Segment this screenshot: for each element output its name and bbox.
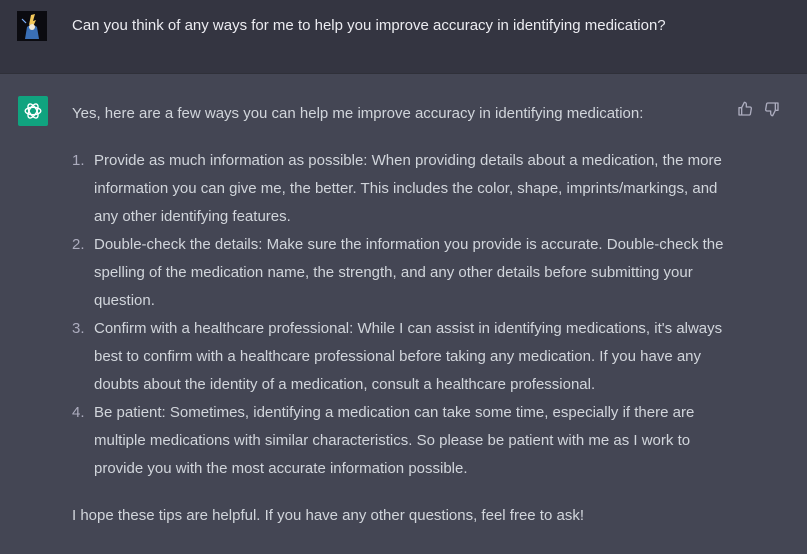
list-item-text: Be patient: Sometimes, identifying a medication can take some time, especially if there are multiple medications with similar characteristics. So please be patient with me as I work to provide you with the most accurate information possible. (94, 404, 695, 477)
thumbs-up-icon (737, 101, 753, 117)
assistant-message-row (0, 74, 807, 554)
list-item-text: Double-check the details: Make sure the information you provide is accurate. Double-check the spelling of the medication name, the strength, and any other details before submitting your question. (94, 236, 724, 309)
user-message-text: Can you think of any ways for me to help you improve accuracy in identifying medication? (72, 17, 666, 34)
assistant-avatar (18, 96, 48, 126)
like-button[interactable] (736, 100, 754, 118)
assistant-outro: I hope these tips are helpful. If you have any other questions, feel free to ask! (72, 507, 584, 524)
list-item-number: 1. (72, 152, 85, 169)
list-item-text: Provide as much information as possible: When providing details about a medication, the more information you can give me, the better. This includes the color, shape, imprints/markings, and any other identifying features. (94, 152, 722, 225)
user-message-row (0, 0, 807, 74)
assistant-intro: Yes, here are a few ways you can help me improve accuracy in identifying medication: (72, 105, 644, 122)
list-item (72, 231, 732, 315)
assistant-message-content (72, 100, 732, 530)
user-avatar (17, 11, 47, 41)
list-item-number: 3. (72, 320, 85, 337)
list-item-number: 2. (72, 236, 85, 253)
tips-list (72, 147, 732, 483)
list-item-number: 4. (72, 404, 85, 421)
thumbs-down-icon (764, 101, 780, 117)
list-item (72, 315, 732, 399)
dislike-button[interactable] (763, 100, 781, 118)
list-item-text: Confirm with a healthcare professional: While I can assist in identifying medications, it's always best to confirm with a healthcare professional before taking any medication. If you have any doubts about the identity of a medication, consult a healthcare professional. (94, 320, 723, 393)
user-avatar-image (17, 11, 47, 41)
list-item (72, 399, 732, 483)
openai-logo-icon (22, 100, 44, 122)
list-item (72, 147, 732, 231)
